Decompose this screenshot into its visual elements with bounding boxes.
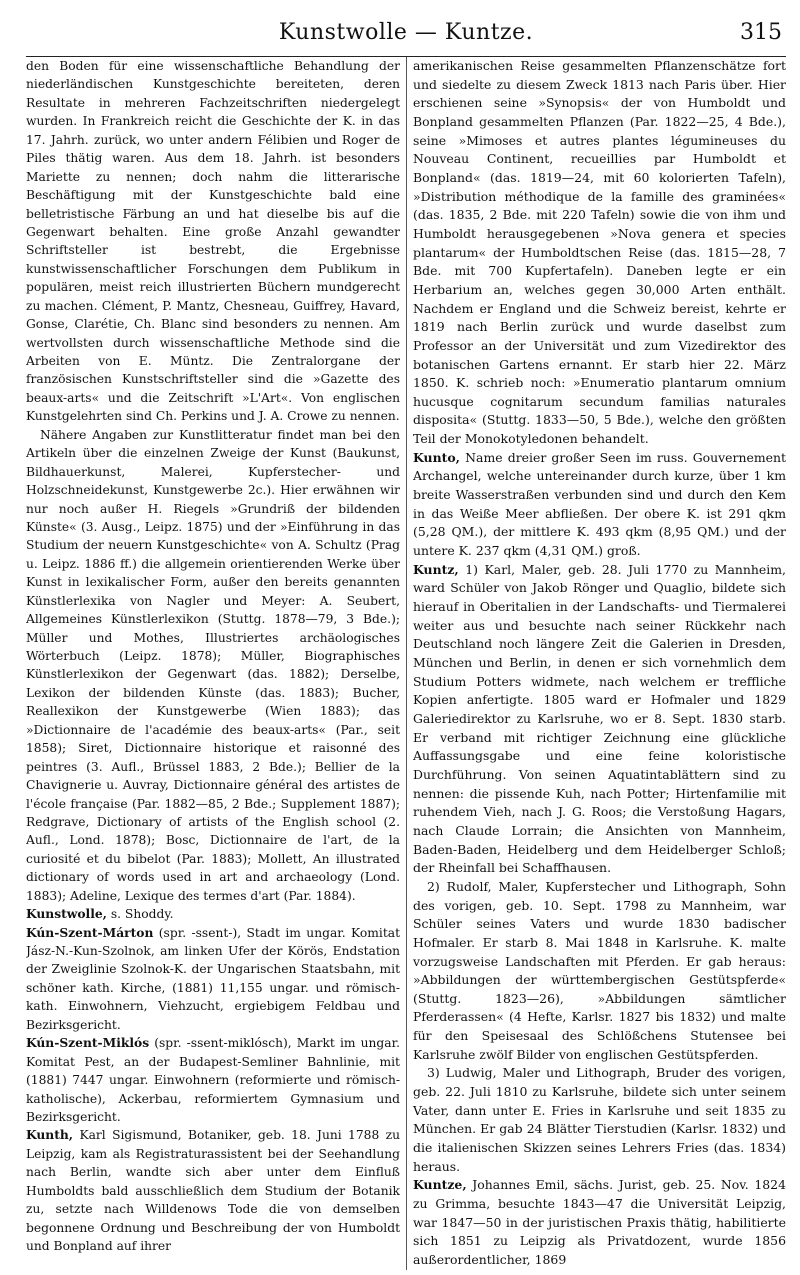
page-header: [26, 14, 786, 57]
dictionary-entry: [26, 905, 400, 923]
entry-text: s. Shoddy.: [106, 907, 174, 922]
right-column: [406, 57, 786, 1270]
text-paragraph: Nähere Angaben zur Kunstlitteratur findet man bei den Artikeln über die einzelnen Zweige der Kunst (Baukunst, Bildhauerkunst, Malerei, Kupferstecher- und Holzschneidekunst, Kunstgewerbe 2c.). Hier erwähnen wir nur noch außer H. Riegels »Grundriß der bildenden Künste« (3. Ausg., Leipz. 1875) und der »Einführung in das Studium der neuern Kunstgeschichte« von A. Schultz (Prag u. Leipz. 1886 ff.) die allgemein orientierenden Werke über Kunst in lexikalischer Form, außer den bereits genannten Künstlerlexika von Nagler und Meyer: A. Seubert, Allgemeines Künstlerlexikon (Stuttg. 1878—79, 3 Bde.); Müller und Mothes, Illustriertes archäologisches Wörterbuch (Leipz. 1878); Müller, Biographisches Künstlerlexikon der Gegenwart (das. 1882); Derselbe, Lexikon der bildenden Künste (das. 1883); Bucher, Reallexikon der Kunstgewerbe (Wien 1883); das »Dictionnaire de l'académie des beaux-arts« (Par., seit 1858); Siret, Dictionnaire historique et raisonné des peintres (3. Aufl., Brüssel 1883, 2 Bde.); Bellier de la Chavignerie u. Auvray, Dictionnaire général des artistes de l'école française (Par. 1882—85, 2 Bde.; Supplement 1887); Redgrave, Dictionary of artists of the English school (2. Aufl., Lond. 1878); Bosc, Dictionnaire de l'art, de la curiosité et du bibelot (Par. 1883); Mollett, An illustrated dictionary of words used in art and archaeology (Lond. 1883); Adeline, Lexique des termes d'art (Par. 1884).: [26, 427, 400, 903]
page-number: 315: [740, 20, 782, 45]
text-paragraph: amerikanischen Reise gesammelten Pflanzenschätze fort und siedelte zu diesem Zweck 1813 nach Paris über. Hier erschienen seine »Synopsis« der von Humboldt und Bonpland gesammelten Pflanzen (Par. 1822—25, 4 Bde.), seine »Mimoses et autres plantes légumineuses du Nouveau Continent, recueillies par Humboldt et Bonpland« (das. 1819—24, mit 60 kolorierten Tafeln), »Distribution méthodique de la famille des graminées« (das. 1835, 2 Bde. mit 220 Tafeln) sowie die von ihm und Humboldt herausgegebenen »Nova genera et species plantarum« der Humboldtschen Reise (das. 1815—28, 7 Bde. mit 700 Kupfertafeln). Daneben legte er ein Herbarium an, welches gegen 30,000 Arten enthält. Nachdem er England und die Schweiz bereist, kehrte er 1819 nach Berlin zurück und wurde daselbst zum Professor an der Universität und zum Vizedirektor des botanischen Gartens ernannt. Er starb hier 22. März 1850. K. schrieb noch: »Enumeratio plantarum omnium hucusque cognitarum secundum familias naturales disposita« (Stuttg. 1833—50, 5 Bde.), welche den größten Teil der Monokotyledonen behandelt.: [413, 58, 786, 447]
dictionary-entry: [26, 1034, 400, 1126]
running-title: Kunstwolle — Kuntze.: [278, 20, 534, 45]
dictionary-entry: [26, 924, 400, 1035]
text-columns: [26, 57, 786, 1270]
entry-text: Karl Sigismund, Botaniker, geb. 18. Juni 1788 zu Leipzig, kam als Registraturassistent bei der Seehandlung nach Berlin, wandte sich aber unter dem Einfluß Humboldts bald ausschließlich dem Studium der Botanik zu, setzte nach Willdenows Tode die von demselben begonnene Ordnung und Beschreibung der von Humboldt und Bonpland auf ihrer: [26, 1128, 400, 1253]
dictionary-entry: [413, 1176, 786, 1269]
dictionary-entry: [413, 561, 786, 878]
dictionary-entry: [26, 1126, 400, 1255]
entry-headword: Kunto,: [413, 449, 460, 465]
entry-text: 1) Karl, Maler, geb. 28. Juli 1770 zu Mannheim, ward Schüler von Jakob Rönger und Quaglio, bildete sich hierauf in Oberitalien in der Landschafts- und Tiermalerei weiter aus und besuchte nach seiner Rückkehr nach Deutschland noch längere Zeit die Galerien in Dresden, München und Berlin, in denen er sich vornehmlich dem Studium Potters widmete, nach welchem er treffliche Kopien anfertigte. 1805 ward er Hofmaler und 1829 Galeriedirektor zu Karlsruhe, wo er 8. Sept. 1830 starb. Er verband mit richtiger Zeichnung eine glückliche Auffassungsgabe und eine feine koloristische Durchführung. Von seinen Aquatintablättern sind zu nennen: die pissende Kuh, nach Potter; Hirtenfamilie mit ruhendem Vieh, nach J. G. Roos; die Verstoßung Hagars, nach Claude Lorrain; die Ansichten von Mannheim, Baden-Baden, Heidelberg und dem Heidelberger Schloß; der Rheinfall bei Schaffhausen.: [413, 561, 786, 876]
entry-headword: Kunth,: [26, 1127, 74, 1143]
left-column: [26, 57, 406, 1270]
entry-text: (spr. -ssent-), Stadt im ungar. Komitat Jász-N.-Kun-Szolnok, am linken Ufer der Körös, Endstation der Zweiglinie Szolnok-K. der Ungarischen Staatsbahn, mit schöner kath. Kirche, (1881) 11,155 ungar. und römisch-kath. Einwohnern, Viehzucht, ergiebigem Feldbau und Bezirksgericht.: [26, 925, 400, 1032]
entry-headword: Kún-Szent-Miklós: [26, 1035, 150, 1051]
dictionary-entry: [413, 449, 786, 561]
entry-headword: Kunstwolle,: [26, 906, 107, 922]
entry-text: Johannes Emil, sächs. Jurist, geb. 25. Nov. 1824 zu Grimma, besuchte 1843—47 die Universität Leipzig, war 1847—50 in der juristischen Praxis thätig, habilitierte sich 1851 zu Leipzig als Privatdozent, wurde 1856 außerordentlicher, 1869: [413, 1177, 786, 1267]
entry-text: (spr. -ssent-miklósch), Markt im ungar. Komitat Pest, an der Budapest-Semliner Bahnlinie, mit (1881) 7447 ungar. Einwohnern (reformierte und römisch-katholische), Ackerbau, reformiertem Gymnasium und Bezirksgericht.: [26, 1036, 400, 1124]
text-paragraph: den Boden für eine wissenschaftliche Behandlung der niederländischen Kunstgeschichte bereiteten, deren Resultate in mehreren Fachzeitschriften niedergelegt wurden. In Frankreich reicht die Geschichte der K. in das 17. Jahrh. zurück, wo unter andern Félibien und Roger de Piles thätig waren. Aus dem 18. Jahrh. ist besonders Mariette zu nennen; doch nahm die litterarische Beschäftigung mit der Kunstgeschichte bald eine belletristische Färbung an und hat dieselbe bis auf die Gegenwart behalten. Eine große Anzahl gewandter Schriftsteller ist bestrebt, die Ergebnisse kunstwissenschaftlicher Forschungen dem Publikum in populären, meist reich illustrierten Büchern mundgerecht zu machen. Clément, P. Mantz, Chesneau, Guiffrey, Havard, Gonse, Clarétie, Ch. Blanc sind besonders zu nennen. Am wertvollsten durch wissenschaftliche Methode sind die Arbeiten von E. Müntz. Die Zentralorgane der französischen Kunstschriftsteller sind die »Gazette des beaux-arts« und die Zeitschrift »L'Art«. Von englischen Kunstgelehrten sind Ch. Perkins und J. A. Crowe zu nennen.: [26, 59, 400, 424]
entry-headword: Kuntze,: [413, 1177, 467, 1193]
entry-headword: Kuntz,: [413, 561, 459, 577]
entry-headword: Kún-Szent-Márton: [26, 924, 154, 940]
text-paragraph: 3) Ludwig, Maler und Lithograph, Bruder des vorigen, geb. 22. Juli 1810 zu Karlsruhe, bildete sich unter seinem Vater, dann unter E. Fries in Karlsruhe und seit 1835 zu München. Er gab 24 Blätter Tierstudien (Karlsr. 1832) und die italienischen Skizzen seines Lehrers Fries (das. 1834) heraus.: [413, 1065, 786, 1174]
text-paragraph: 2) Rudolf, Maler, Kupferstecher und Lithograph, Sohn des vorigen, geb. 10. Sept. 1798 zu Mannheim, war Schüler seines Vaters und wurde 1830 badischer Hofmaler. Er starb 8. Mai 1848 in Karlsruhe. K. malte vorzugsweise Landschaften mit Pferden. Er gab heraus: »Abbildungen der württembergischen Gestütspferde« (Stuttg. 1823—26), »Abbildungen sämtlicher Pferderassen« (4 Hefte, Karlsr. 1827 bis 1832) und malte für den Speisesaal des Schlößchens Stutensee bei Karlsruhe zwölf Bilder von englischen Gestütspferden.: [413, 878, 786, 1062]
entry-text: Name dreier großer Seen im russ. Gouvernement Archangel, welche untereinander durch kurze, über 1 km breite Wasserstraßen verbunden sind und durch den Kem in das Weiße Meer abfließen. Der obere K. ist 291 qkm (5,28 QM.), der mittlere K. 493 qkm (8,95 QM.) und der untere K. 237 qkm (4,31 QM.) groß.: [413, 449, 786, 559]
